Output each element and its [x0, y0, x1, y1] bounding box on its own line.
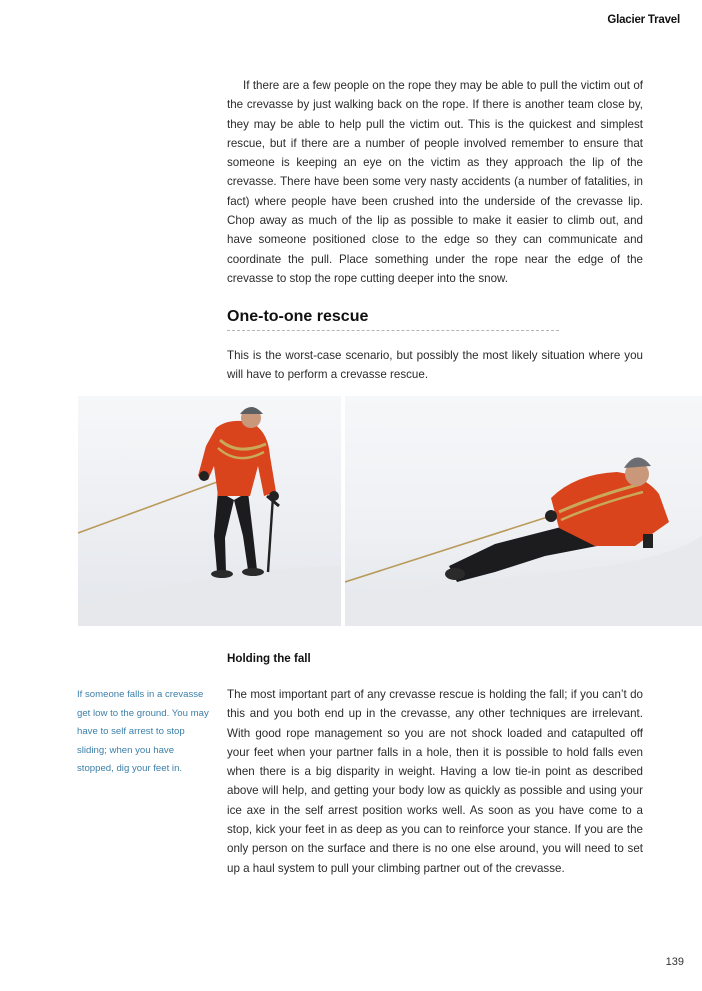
subsection-heading: Holding the fall [227, 652, 311, 665]
running-header: Glacier Travel [607, 14, 680, 26]
margin-caption: If someone falls in a crevasse get low to the ground. You may have to self arrest to stop sliding; when you have stopped, dig your feet in. [77, 689, 209, 775]
holding-the-fall-paragraph: The most important part of any crevasse rescue is holding the fall; if you can’t do this and you both end up in the crevasse, any other techniques are irrelevant. With good rope management so you are not shock loaded and catapulted off your feet when your partner falls in a hole, then it is possible to hold falls even when there is a big disparity in weight. Having a low tie-in point as described above will help, and getting your body low as quickly as possible and using your ice axe in the self arrest position works well. As soon as you have come to a stop, kick your feet in as deep as you can to reinforce your stance. If you are the only person on the surface and there is no one else around, you will need to set up a haul system to pull your climbing partner out of the crevasse. [227, 688, 643, 875]
photo-climber-braced-in-snow [345, 396, 702, 626]
section-heading: One-to-one rescue [227, 308, 369, 325]
section-lead-paragraph: This is the worst-case scenario, but possibly the most likely situation where you will have to perform a crevasse rescue. [227, 349, 643, 382]
page-number: 139 [665, 956, 684, 968]
heading-dashed-rule [227, 330, 559, 331]
intro-paragraph: If there are a few people on the rope they may be able to pull the victim out of the crevasse by just walking back on the rope. If there is another team close by, they may be able to help pull the victim out. This is the quickest and simplest rescue, but if there are a number of people involved remember to ensure that someone is keeping an eye on the victim as they approach the lip of the crevasse. There have been some very nasty accidents (a number of fatalities, in fact) where people have been crushed into the underside of the crevasse lip. Chop away as much of the lip as possible to make it easier to climb out, and have someone positioned close to the edge so they can communicate and coordinate the pull. Place something under the rope near the edge of the crevasse to stop the rope cutting deeper into the snow. [227, 79, 643, 285]
photo-climber-standing [78, 396, 341, 626]
